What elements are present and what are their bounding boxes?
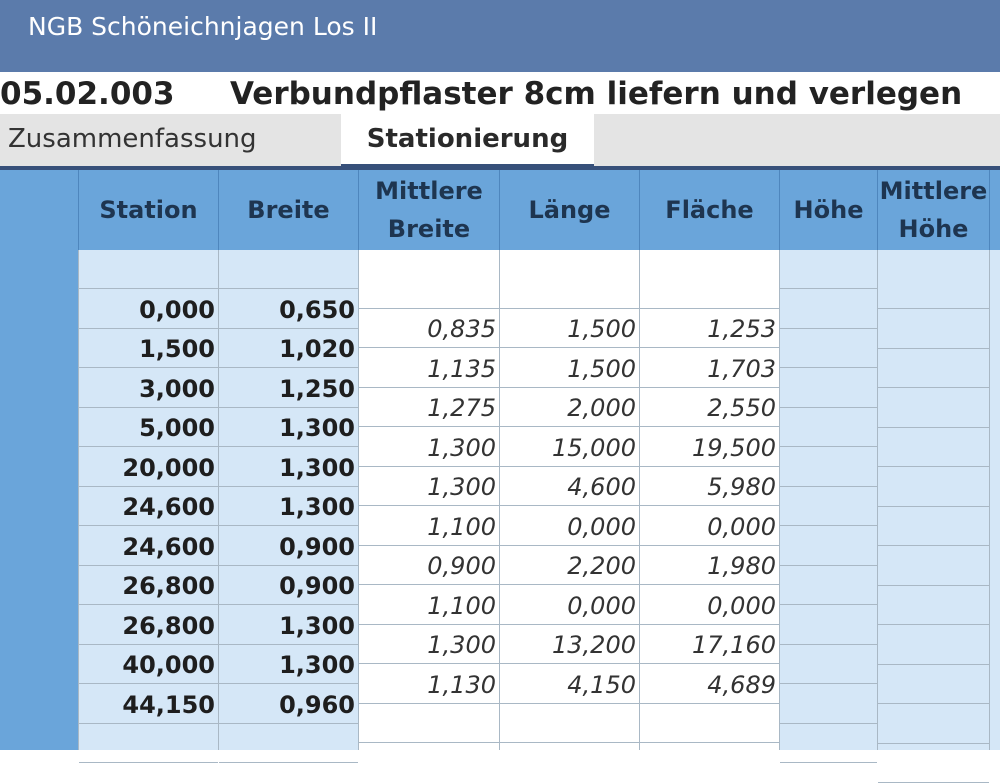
empty-cell[interactable] <box>79 724 218 763</box>
stationing-grid <box>0 170 1000 750</box>
flaeche-cell: 2,550 <box>640 388 779 427</box>
mittlere-breite-cell: 0,900 <box>359 546 499 585</box>
breite-cell[interactable]: 1,300 <box>219 606 358 645</box>
station-cell[interactable]: 1,500 <box>79 329 218 368</box>
flaeche-cell: 1,253 <box>640 309 779 348</box>
mittlere-breite-cell: 1,300 <box>359 625 499 664</box>
position-number: 05.02.003 <box>0 76 175 112</box>
flaeche-cell: 1,980 <box>640 546 779 585</box>
col-hoehe <box>779 250 877 750</box>
breite-cell[interactable]: 1,300 <box>219 408 358 447</box>
header-mittlere-hoehe: Mittlere Höhe <box>877 170 989 250</box>
header-laenge: Länge <box>499 170 639 250</box>
empty-cell[interactable] <box>79 250 218 289</box>
mittlere-breite-cell: 0,835 <box>359 309 499 348</box>
laenge-cell: 13,200 <box>500 625 639 664</box>
col-station <box>78 250 218 750</box>
hoehe-cell[interactable] <box>780 566 877 605</box>
header-mittlere-breite: Mittlere Breite <box>358 170 499 250</box>
breite-cell[interactable]: 0,650 <box>219 290 358 329</box>
station-cell[interactable]: 0,000 <box>79 290 218 329</box>
breite-cell[interactable]: 0,900 <box>219 527 358 566</box>
col-overflow <box>989 250 1000 750</box>
station-cell[interactable]: 20,000 <box>79 448 218 487</box>
breite-cell[interactable]: 1,250 <box>219 369 358 408</box>
laenge-cell: 1,500 <box>500 349 639 388</box>
header-station: Station <box>78 170 218 250</box>
empty-cell <box>640 250 779 309</box>
mittlere-hoehe-cell <box>878 547 989 586</box>
station-cell[interactable]: 40,000 <box>79 645 218 684</box>
breite-cell[interactable]: 1,300 <box>219 487 358 526</box>
mittlere-hoehe-cell <box>878 507 989 546</box>
empty-cell <box>359 250 499 309</box>
mittlere-hoehe-cell <box>878 270 989 309</box>
col-mittlere-hoehe <box>877 250 989 750</box>
position-header <box>0 72 1000 114</box>
station-cell[interactable]: 5,000 <box>79 408 218 447</box>
hoehe-cell[interactable] <box>780 724 877 763</box>
col-mittlere-breite <box>358 250 499 750</box>
hoehe-cell[interactable] <box>780 645 877 684</box>
laenge-cell: 2,200 <box>500 546 639 585</box>
laenge-cell: 1,500 <box>500 309 639 348</box>
station-cell[interactable]: 26,800 <box>79 606 218 645</box>
laenge-cell: 0,000 <box>500 586 639 625</box>
flaeche-cell: 5,980 <box>640 467 779 506</box>
header-overflow <box>989 170 1000 250</box>
laenge-cell: 0,000 <box>500 507 639 546</box>
mittlere-hoehe-cell <box>878 626 989 665</box>
col-breite <box>218 250 358 750</box>
station-cell[interactable]: 24,600 <box>79 527 218 566</box>
laenge-cell: 2,000 <box>500 388 639 427</box>
mittlere-breite-cell: 1,135 <box>359 349 499 388</box>
mittlere-breite-cell: 1,100 <box>359 586 499 625</box>
mittlere-breite-cell: 1,130 <box>359 665 499 704</box>
col-laenge <box>499 250 639 750</box>
station-cell[interactable]: 26,800 <box>79 566 218 605</box>
breite-cell[interactable]: 0,960 <box>219 685 358 724</box>
laenge-cell: 15,000 <box>500 428 639 467</box>
empty-cell <box>500 250 639 309</box>
hoehe-cell[interactable] <box>780 329 877 368</box>
hoehe-cell[interactable] <box>780 448 877 487</box>
mittlere-breite-cell: 1,275 <box>359 388 499 427</box>
empty-cell <box>640 704 779 743</box>
mittlere-hoehe-cell <box>878 705 989 744</box>
laenge-cell: 4,150 <box>500 665 639 704</box>
flaeche-cell: 17,160 <box>640 625 779 664</box>
station-cell[interactable]: 44,150 <box>79 685 218 724</box>
header-breite: Breite <box>218 170 358 250</box>
mittlere-hoehe-cell <box>878 468 989 507</box>
hoehe-cell[interactable] <box>780 290 877 329</box>
breite-cell[interactable]: 0,900 <box>219 566 358 605</box>
mittlere-breite-cell: 1,300 <box>359 428 499 467</box>
mittlere-hoehe-cell <box>878 310 989 349</box>
app-title: NGB Schöneichnjagen Los II <box>28 12 378 41</box>
hoehe-cell[interactable] <box>780 369 877 408</box>
hoehe-cell[interactable] <box>780 487 877 526</box>
tab-stationierung[interactable]: Stationierung <box>341 114 594 168</box>
mittlere-breite-cell: 1,100 <box>359 507 499 546</box>
col-flaeche <box>639 250 779 750</box>
empty-cell[interactable] <box>219 250 358 289</box>
app-bar <box>0 0 1000 72</box>
laenge-cell: 4,600 <box>500 467 639 506</box>
hoehe-cell[interactable] <box>780 250 877 289</box>
breite-cell[interactable]: 1,300 <box>219 645 358 684</box>
header-hoehe: Höhe <box>779 170 877 250</box>
station-cell[interactable]: 3,000 <box>79 369 218 408</box>
breite-cell[interactable]: 1,020 <box>219 329 358 368</box>
flaeche-cell: 4,689 <box>640 665 779 704</box>
tab-bar <box>0 114 1000 168</box>
hoehe-cell[interactable] <box>780 685 877 724</box>
mittlere-hoehe-cell <box>878 349 989 388</box>
header-flaeche: Fläche <box>639 170 779 250</box>
station-cell[interactable]: 24,600 <box>79 487 218 526</box>
flaeche-cell: 19,500 <box>640 428 779 467</box>
mittlere-hoehe-cell <box>878 665 989 704</box>
empty-cell <box>359 704 499 743</box>
hoehe-cell[interactable] <box>780 408 877 447</box>
row-header-strip <box>0 170 78 750</box>
position-title: Verbundpflaster 8cm liefern und verlegen <box>230 76 963 112</box>
mittlere-hoehe-cell <box>878 586 989 625</box>
tab-zusammenfassung[interactable]: Zusammenfassung <box>8 124 257 154</box>
hoehe-cell[interactable] <box>780 606 877 645</box>
flaeche-cell: 1,703 <box>640 349 779 388</box>
flaeche-cell: 0,000 <box>640 507 779 546</box>
empty-cell[interactable] <box>219 724 358 763</box>
hoehe-cell[interactable] <box>780 527 877 566</box>
breite-cell[interactable]: 1,300 <box>219 448 358 487</box>
empty-cell <box>500 704 639 743</box>
mittlere-breite-cell: 1,300 <box>359 467 499 506</box>
mittlere-hoehe-cell <box>878 389 989 428</box>
mittlere-hoehe-cell <box>878 428 989 467</box>
flaeche-cell: 0,000 <box>640 586 779 625</box>
